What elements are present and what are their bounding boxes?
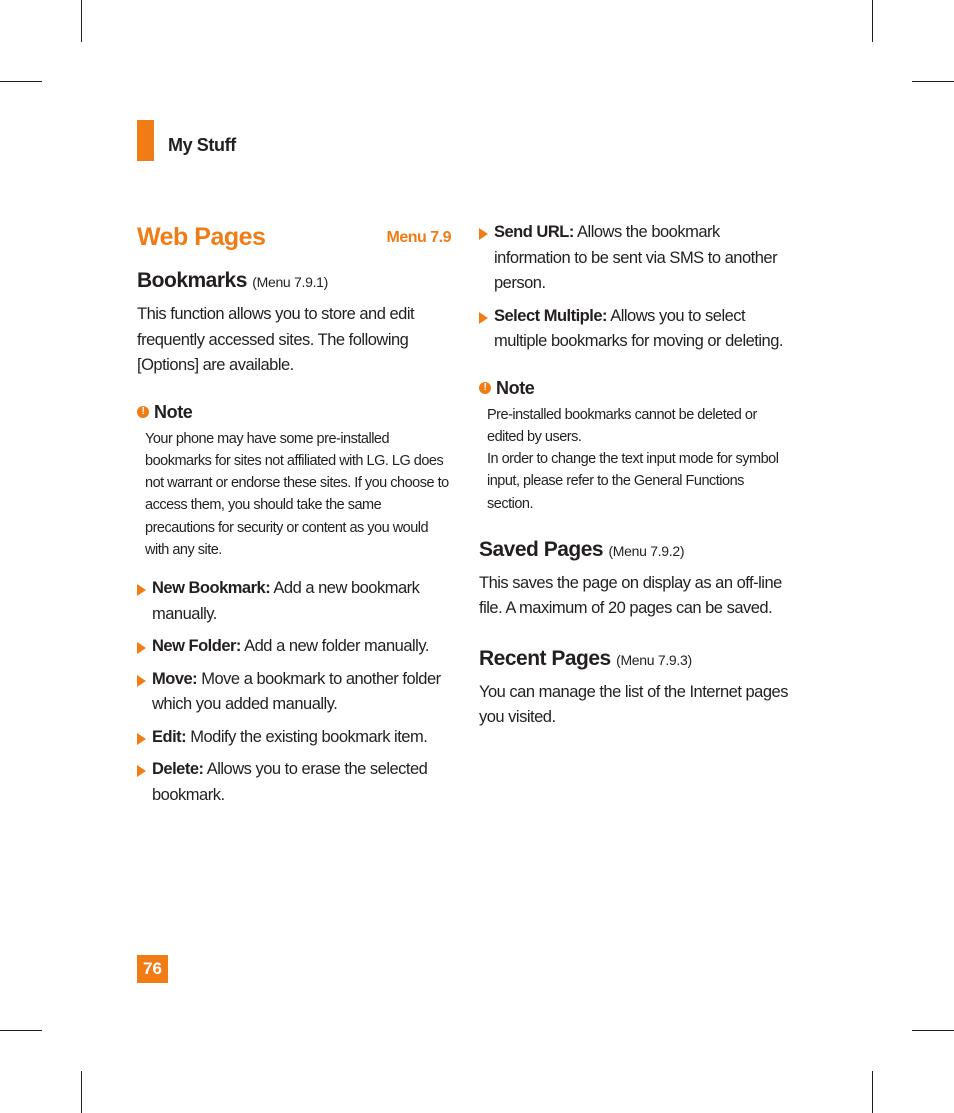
recent-pages-heading-text: Recent Pages [479,646,611,670]
option-desc: Modify the existing bookmark item. [190,727,428,746]
list-item [479,220,799,297]
option-desc: Allows the bookmark information to be sent via SMS to another person. [494,223,778,292]
note-heading-text: Note [496,377,535,398]
arrow-bullet-icon [137,642,146,654]
crop-mark [912,1030,954,1031]
list-item [479,304,799,355]
option-term: New Folder: [152,637,241,656]
warning-icon: ! [137,406,149,418]
recent-pages-menu-ref: (Menu 7.9.3) [616,651,692,668]
saved-pages-heading [479,537,799,564]
crop-mark [0,81,42,82]
saved-pages-text: This saves the page on display as an off-line file. A maximum of 20 pages can be saved. [479,573,782,618]
saved-pages-heading-text: Saved Pages [479,537,604,561]
option-term: New Bookmark: [152,579,271,598]
list-item [137,725,457,751]
arrow-bullet-icon [479,228,488,240]
crop-mark [81,1071,82,1113]
crop-mark [872,1071,873,1113]
arrow-bullet-icon [137,765,146,777]
right-column [479,220,799,731]
bookmarks-intro: This function allows you to store and edit frequently accessed sites. The following [Options] are available. [137,305,415,374]
page-title [137,220,457,258]
bookmarks-heading-text: Bookmarks [137,269,247,292]
page-number: 76 [137,955,168,983]
option-desc: Add a new folder manually. [244,637,429,656]
option-term: Move: [152,669,198,688]
crop-mark [0,1030,42,1031]
note-text: In order to change the text input mode for symbol input, please refer to the General Functions section. [487,451,779,512]
crop-mark [81,0,82,42]
warning-icon: ! [479,382,491,394]
section-label: My Stuff [168,135,236,155]
arrow-bullet-icon [479,312,488,324]
option-term: Send URL: [494,223,574,241]
crop-mark [912,81,954,82]
list-item [137,757,457,808]
note-heading [137,401,457,423]
note-heading-text: Note [154,401,193,422]
menu-reference: Menu 7.9 [386,229,451,246]
note-block [479,377,799,515]
note-text: Pre-installed bookmarks cannot be deleted or edited by users. [487,406,757,445]
options-list [137,576,457,808]
list-item [137,576,457,627]
option-term: Select Multiple: [494,306,608,325]
option-desc: Allows you to select multiple bookmarks for moving or deleting. [494,306,783,350]
note-heading [479,377,799,399]
left-column [137,220,457,808]
page-title-text: Web Pages [137,223,266,251]
option-desc: Move a bookmark to another folder which you added manually. [152,669,441,714]
option-desc: Add a new bookmark manually. [152,579,420,623]
bookmarks-heading [137,268,457,295]
section-accent-bar [137,120,154,161]
saved-pages-menu-ref: (Menu 7.9.2) [608,542,685,559]
crop-mark [872,0,873,42]
option-desc: Allows you to erase the selected bookmark. [152,760,428,804]
option-term: Edit: [152,727,187,746]
note-block [137,401,457,562]
recent-pages-heading [479,646,799,673]
bookmarks-menu-ref: (Menu 7.9.1) [252,274,329,290]
arrow-bullet-icon [137,584,146,596]
arrow-bullet-icon [137,733,146,745]
options-list [479,220,799,355]
list-item [137,634,457,660]
note-text: Your phone may have some pre-installed bookmarks for sites not affiliated with LG. LG does not warrant or endorse these sites. If you choose to access them, you should take the same precautions for security or content as you would with any site. [145,430,449,558]
arrow-bullet-icon [137,675,146,687]
recent-pages-text: You can manage the list of the Internet pages you visited. [479,682,788,727]
list-item [137,667,457,718]
option-term: Delete: [152,760,204,779]
